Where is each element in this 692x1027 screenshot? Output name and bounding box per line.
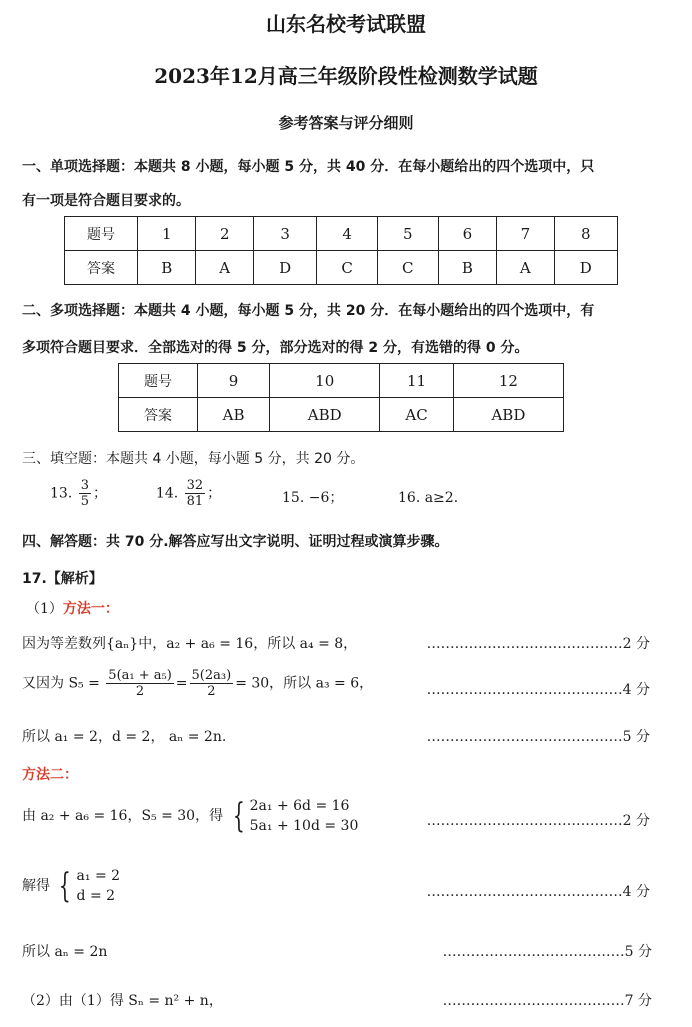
score-marker: …………………………………5 分 <box>442 944 652 960</box>
system-equation: a₁ = 2 <box>76 868 121 884</box>
q13-answer-fraction <box>79 478 91 509</box>
part1-heading <box>26 598 119 618</box>
equation-fraction <box>106 668 174 699</box>
separator: ； <box>207 485 222 502</box>
question-number: 11 <box>380 364 454 398</box>
method2-line3: 所以 aₙ = 2n <box>22 944 108 960</box>
fraction-numerator: 5(2a₃) <box>191 668 232 683</box>
q14-label: 14. <box>155 485 179 502</box>
answer-cell: A <box>497 251 555 285</box>
row-label: 答案 <box>119 398 198 432</box>
school-alliance-title: 山东名校考试联盟 <box>266 12 426 36</box>
method2-line1 <box>22 796 358 836</box>
fraction-numerator: 5(a₁ + a₅) <box>108 668 172 683</box>
exam-title: 2023年12月高三年级阶段性检测数学试题 <box>154 64 538 88</box>
answer-cell: C <box>377 251 438 285</box>
score-marker: ……………………………………2 分 <box>426 636 650 652</box>
section4-description: 四、解答题：共 70 分.解答应写出文字说明、证明过程或演算步骤。 <box>22 534 449 550</box>
method1-line2: 又因为 S₅ = $\frac{\text{5(a₁ + a₅)}}{2}$ = $\frac{\text{5(2a₃)}}{2}$ = 30，所以 a₃ = 6， <box>22 668 374 699</box>
system-equation: d = 2 <box>76 888 116 904</box>
fraction-numerator: 3 <box>80 478 89 493</box>
equation-system <box>77 866 121 906</box>
table-row <box>65 251 618 285</box>
method1-line3: 所以 a₁ = 2，d = 2， aₙ = 2n. <box>22 729 227 745</box>
q17-title: 17.【解析】 <box>22 571 103 587</box>
fraction-denominator: 81 <box>186 494 204 509</box>
equation-system <box>250 796 359 836</box>
question-number: 4 <box>317 217 378 251</box>
section2-description-line2: 多项符合题目要求．全部选对的得 5 分，部分选对的得 2 分，有选错的得 0 分。 <box>22 340 529 356</box>
answer-cell: B <box>138 251 196 285</box>
q15-answer: 15. −6； <box>282 490 344 506</box>
section2-description-line1: 二、多项选择题：本题共 4 小题，每小题 5 分，共 20 分．在每小题给出的四个选项中，有 <box>22 303 595 319</box>
answer-cell: AC <box>380 398 454 432</box>
q13-label: 13. <box>50 485 73 502</box>
answer-cell: ABD <box>270 398 380 432</box>
score-marker: ……………………………………5 分 <box>426 729 650 745</box>
system-equation: 5a₁ + 10d = 30 <box>249 818 359 834</box>
question-number: 5 <box>377 217 438 251</box>
section1-description-line2: 有一项是符合题目要求的。 <box>22 193 190 209</box>
row-label: 题号 <box>65 217 138 251</box>
q16-answer: 16. a≥2． <box>398 490 468 506</box>
method1-label: 方法一： <box>62 601 119 617</box>
section3-description: 三、填空题：本题共 4 小题，每小题 5 分，共 20 分。 <box>22 451 365 467</box>
system-equation: 2a₁ + 6d = 16 <box>249 798 350 814</box>
score-marker: ……………………………………4 分 <box>426 682 650 698</box>
answer-cell: D <box>254 251 317 285</box>
section2-answer-table <box>118 363 564 432</box>
section1-description-line1: 一、单项选择题：本题共 8 小题，每小题 5 分，共 40 分．在每小题给出的四个选项中，只 <box>22 159 595 175</box>
left-brace: { <box>59 866 72 906</box>
question-number: 8 <box>554 217 617 251</box>
answer-key-subtitle: 参考答案与评分细则 <box>278 114 414 132</box>
question-number: 6 <box>438 217 496 251</box>
answer-cell: B <box>438 251 496 285</box>
question-number: 10 <box>270 364 380 398</box>
equation-text: 又因为 S₅ = <box>22 675 100 692</box>
method1-line1: 因为等差数列{aₙ}中，a₂ + a₆ = 16，所以 a₄ = 8， <box>22 636 358 652</box>
method2-line2 <box>22 866 120 906</box>
score-marker: ……………………………………4 分 <box>426 884 650 900</box>
fraction-denominator: 2 <box>135 684 145 699</box>
answer-cell: A <box>196 251 254 285</box>
row-label: 答案 <box>65 251 138 285</box>
equation-text: 由 a₂ + a₆ = 16，S₅ = 30，得 <box>22 808 224 824</box>
answer-cell: AB <box>198 398 270 432</box>
fill-in-answers-row <box>50 478 221 509</box>
fraction-numerator: 32 <box>186 478 204 493</box>
answer-cell: C <box>317 251 378 285</box>
question-number: 7 <box>497 217 555 251</box>
part2-line: （2）由（1）得 Sₙ = n² + n， <box>22 993 223 1009</box>
question-number: 12 <box>453 364 563 398</box>
equation-text: 解得 <box>22 878 50 894</box>
question-number: 1 <box>138 217 196 251</box>
question-number: 2 <box>196 217 254 251</box>
question-number: 9 <box>198 364 270 398</box>
fraction-denominator: 5 <box>80 494 89 509</box>
table-row <box>65 217 618 251</box>
section1-answer-table <box>64 216 618 285</box>
score-marker: ……………………………………2 分 <box>426 813 650 829</box>
table-row <box>119 364 564 398</box>
question-number: 3 <box>254 217 317 251</box>
row-label: 题号 <box>119 364 198 398</box>
part1-label: （1） <box>26 601 63 617</box>
left-brace: { <box>232 796 245 836</box>
fraction-denominator: 2 <box>207 684 216 699</box>
q14-answer-fraction <box>185 478 206 509</box>
score-marker: …………………………………7 分 <box>442 993 652 1009</box>
answer-cell: ABD <box>453 398 563 432</box>
answer-cell: D <box>554 251 617 285</box>
method2-label: 方法二： <box>22 767 78 783</box>
table-row <box>119 398 564 432</box>
equation-fraction <box>190 668 234 699</box>
separator: ； <box>93 485 107 502</box>
equation-text: = 30，所以 a₃ = 6， <box>235 675 374 692</box>
